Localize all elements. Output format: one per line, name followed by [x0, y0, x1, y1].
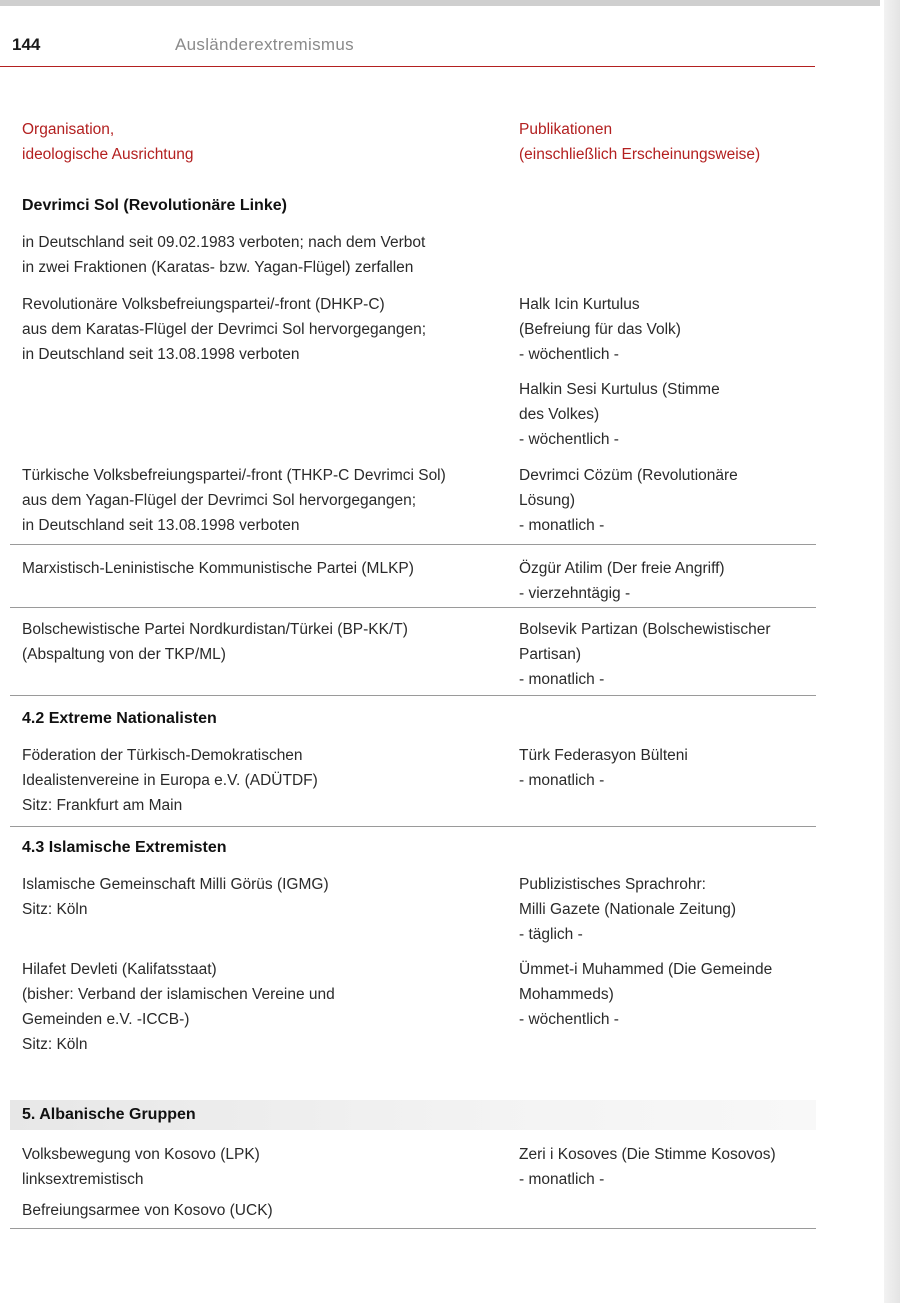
dhkpc-pub2-3: - wöchentlich -: [519, 431, 619, 448]
dhkpc-org-2: aus dem Karatas-Flügel der Devrimci Sol hervorgegangen;: [22, 321, 427, 338]
heading-devrimci-sol: Devrimci Sol (Revolutionäre Linke): [22, 197, 287, 214]
uck-org: Befreiungsarmee von Kosovo (UCK): [22, 1202, 273, 1219]
adutdf-org-3: Sitz: Frankfurt am Main: [22, 797, 183, 814]
hilafet-pub-3: - wöchentlich -: [519, 1011, 619, 1028]
scan-right-edge: [884, 0, 900, 1303]
dhkpc-pub2-2: des Volkes): [519, 406, 600, 423]
lpk-pub-2: - monatlich -: [519, 1171, 605, 1188]
adutdf-org-2: Idealistenvereine in Europa e.V. (ADÜTDF): [22, 772, 318, 789]
page-number: 144: [12, 35, 41, 54]
row-separator: [10, 544, 816, 545]
dhkpc-pub1-1: Halk Icin Kurtulus: [519, 296, 640, 313]
devrimci-intro-2: in zwei Fraktionen (Karatas- bzw. Yagan-Flügel) zerfallen: [22, 259, 414, 276]
dhkpc-org-3: in Deutschland seit 13.08.1998 verboten: [22, 346, 300, 363]
dhkpc-pub2-1: Halkin Sesi Kurtulus (Stimme: [519, 381, 720, 398]
col-header-right-1: Publikationen: [519, 121, 613, 138]
devrimci-intro-1: in Deutschland seit 09.02.1983 verboten; nach dem Verbot: [22, 234, 426, 251]
col-header-left-1: Organisation,: [22, 121, 115, 138]
row-separator: [10, 826, 816, 827]
row-separator: [10, 695, 816, 696]
heading-extreme-nationalisten: 4.2 Extreme Nationalisten: [22, 710, 217, 727]
hilafet-org-3: Gemeinden e.V. -ICCB-): [22, 1011, 190, 1028]
bpkkt-org-1: Bolschewistische Partei Nordkurdistan/Türkei (BP-KK/T): [22, 621, 408, 638]
bpkkt-pub-2: Partisan): [519, 646, 582, 663]
hilafet-org-1: Hilafet Devleti (Kalifatsstaat): [22, 961, 217, 978]
hilafet-pub-1: Ümmet-i Muhammed (Die Gemeinde: [519, 961, 773, 978]
hilafet-org-2: (bisher: Verband der islamischen Vereine und: [22, 986, 335, 1003]
col-header-right-2: (einschließlich Erscheinungsweise): [519, 146, 761, 163]
mlkp-pub-2: - vierzehntägig -: [519, 585, 631, 602]
hilafet-org-4: Sitz: Köln: [22, 1036, 88, 1053]
thkpc-org-3: in Deutschland seit 13.08.1998 verboten: [22, 517, 300, 534]
adutdf-org-1: Föderation der Türkisch-Demokratischen: [22, 747, 303, 764]
lpk-pub-1: Zeri i Kosoves (Die Stimme Kosovos): [519, 1146, 776, 1163]
igmg-pub-2: Milli Gazete (Nationale Zeitung): [519, 901, 737, 918]
bpkkt-pub-1: Bolsevik Partizan (Bolschewistischer: [519, 621, 771, 638]
dhkpc-pub1-3: - wöchentlich -: [519, 346, 619, 363]
igmg-org-2: Sitz: Köln: [22, 901, 88, 918]
hilafet-pub-2: Mohammeds): [519, 986, 614, 1003]
bpkkt-pub-3: - monatlich -: [519, 671, 605, 688]
col-header-left-2: ideologische Ausrichtung: [22, 146, 194, 163]
row-separator: [10, 607, 816, 608]
mlkp-org-1: Marxistisch-Leninistische Kommunistische Partei (MLKP): [22, 560, 414, 577]
igmg-pub-3: - täglich -: [519, 926, 583, 943]
header-rule: [0, 66, 815, 67]
adutdf-pub-2: - monatlich -: [519, 772, 605, 789]
mlkp-pub-1: Özgür Atilim (Der freie Angriff): [519, 560, 725, 577]
heading-islamische-extremisten: 4.3 Islamische Extremisten: [22, 839, 227, 856]
thkpc-org-1: Türkische Volksbefreiungspartei/-front (THKP-C Devrimci Sol): [22, 467, 446, 484]
adutdf-pub-1: Türk Federasyon Bülteni: [519, 747, 688, 764]
dhkpc-pub1-2: (Befreiung für das Volk): [519, 321, 681, 338]
running-title: Ausländerextremismus: [175, 35, 354, 54]
thkpc-org-2: aus dem Yagan-Flügel der Devrimci Sol hervorgegangen;: [22, 492, 417, 509]
row-separator: [10, 1228, 816, 1229]
thkpc-pub-3: - monatlich -: [519, 517, 605, 534]
thkpc-pub-1: Devrimci Cözüm (Revolutionäre: [519, 467, 738, 484]
dhkpc-org-1: Revolutionäre Volksbefreiungspartei/-front (DHKP-C): [22, 296, 385, 313]
lpk-org-1: Volksbewegung von Kosovo (LPK): [22, 1146, 260, 1163]
thkpc-pub-2: Lösung): [519, 492, 576, 509]
igmg-org-1: Islamische Gemeinschaft Milli Görüs (IGMG): [22, 876, 329, 893]
igmg-pub-1: Publizistisches Sprachrohr:: [519, 876, 706, 893]
heading-albanische-gruppen: 5. Albanische Gruppen: [22, 1106, 196, 1123]
lpk-org-2: linksextremistisch: [22, 1171, 144, 1188]
scan-top-edge: [0, 0, 880, 6]
bpkkt-org-2: (Abspaltung von der TKP/ML): [22, 646, 226, 663]
